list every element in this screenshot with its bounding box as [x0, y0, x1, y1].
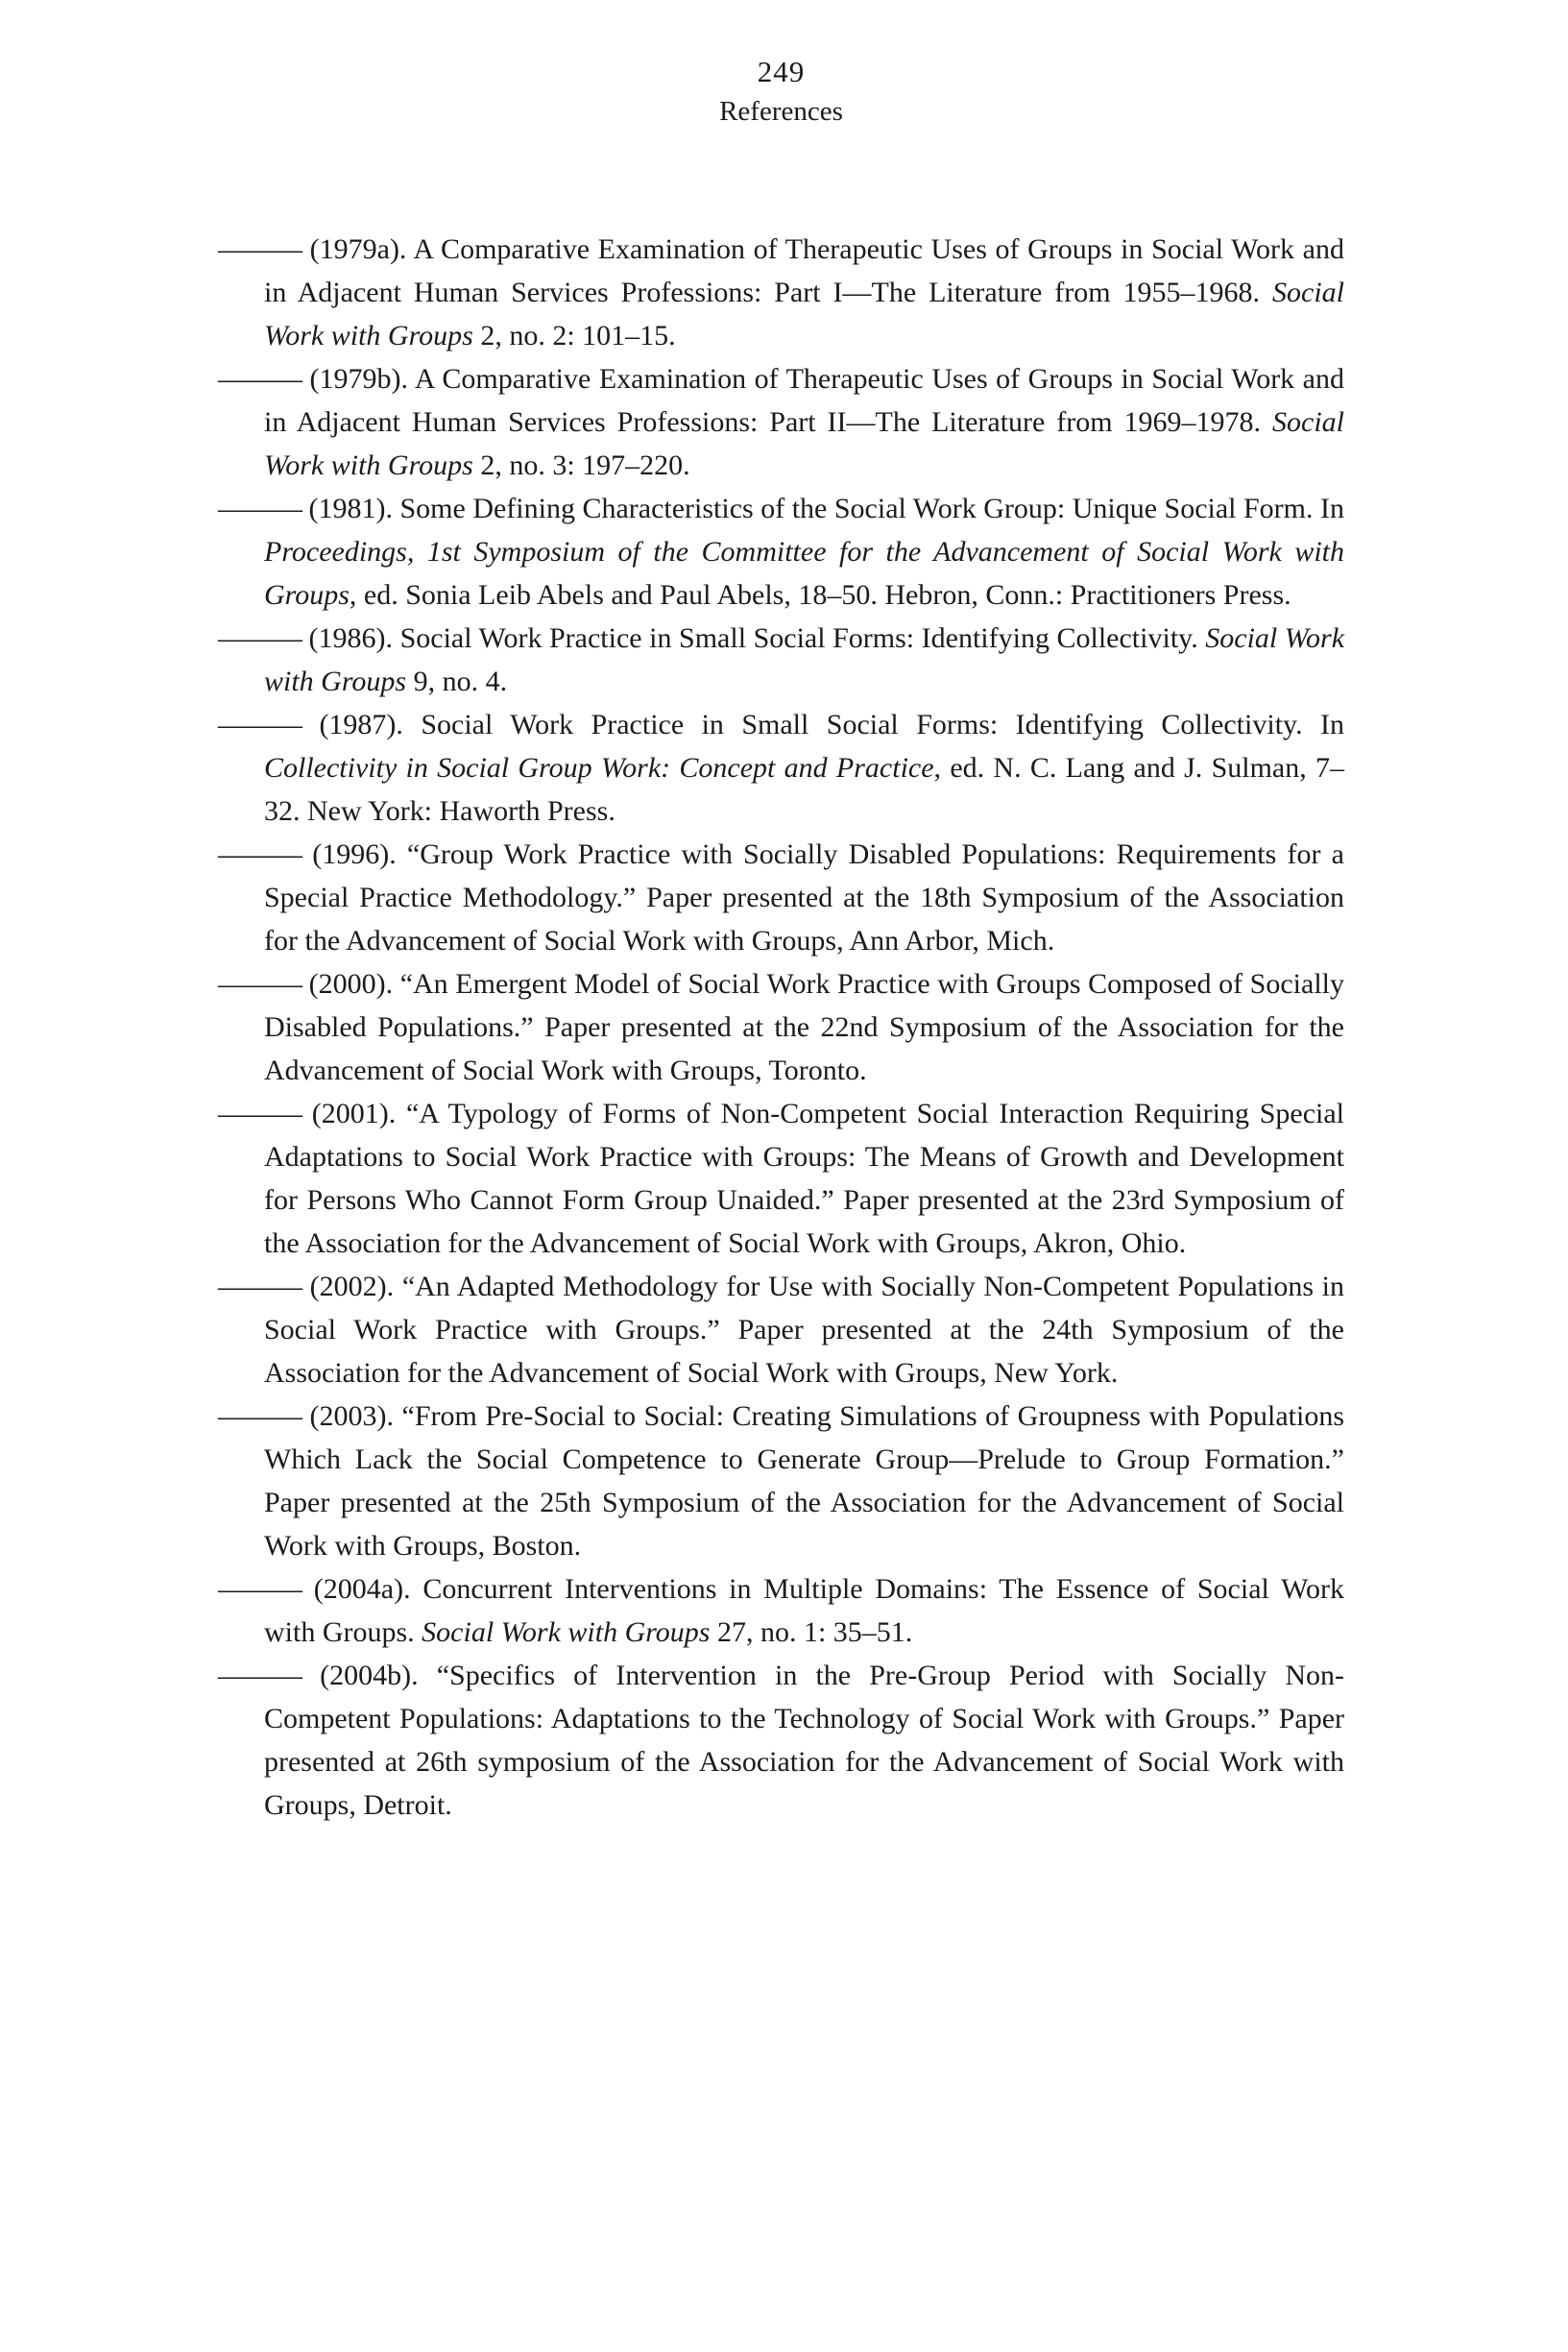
- reference-text-segment: Social Work with Groups: [264, 406, 1344, 481]
- reference-text-segment: (1981). Some Defining Characteristics of the Social Work Group: Unique Social Form. In: [308, 493, 1344, 524]
- reference-entry: [218, 357, 1344, 487]
- repeated-author-dash: ———: [218, 1660, 302, 1691]
- repeated-author-dash: ———: [218, 622, 302, 654]
- repeated-author-dash: ———: [218, 1573, 302, 1605]
- reference-entry: [218, 1567, 1344, 1654]
- reference-entry: [218, 962, 1344, 1092]
- reference-text-segment: Collectivity in Social Group Work: Concept and Practice: [264, 752, 934, 784]
- reference-entry: [218, 617, 1344, 703]
- repeated-author-dash: ———: [218, 363, 302, 395]
- repeated-author-dash: ———: [218, 1098, 302, 1129]
- reference-entry: [218, 1265, 1344, 1394]
- reference-text-segment: (1986). Social Work Practice in Small Social Forms: Identifying Collectivity.: [308, 622, 1206, 654]
- reference-text-segment: Social Work with Groups: [264, 622, 1345, 697]
- reference-entry: [218, 487, 1344, 617]
- reference-text-segment: , ed. N. C. Lang and J. Sulman, 7–32. New York: Haworth Press.: [264, 752, 1345, 827]
- reference-text-segment: (1979b). A Comparative Examination of Therapeutic Uses of Groups in Social Work and in Adjacent Human Services Professions: Part II—The Literature from 1969–1978.: [264, 363, 1344, 438]
- repeated-author-dash: ———: [218, 1400, 302, 1432]
- reference-text-segment: 2, no. 2: 101–15.: [472, 320, 676, 352]
- reference-text-segment: 27, no. 1: 35–51.: [710, 1616, 913, 1648]
- repeated-author-dash: ———: [218, 968, 302, 1000]
- reference-text-segment: (1996). “Group Work Practice with Socially Disabled Populations: Requirements for a Special Practice Methodology.” Paper presented at the 18th Symposium of the Association for the Advancement of Social Work with Groups, Ann Arbor, Mich.: [264, 838, 1345, 957]
- reference-entry: [218, 1092, 1344, 1265]
- reference-entry: [218, 703, 1344, 833]
- running-head: References: [719, 96, 843, 127]
- repeated-author-dash: ———: [218, 493, 302, 524]
- references-list: [218, 228, 1344, 1827]
- repeated-author-dash: ———: [218, 1271, 302, 1302]
- reference-text-segment: (1979a). A Comparative Examination of Therapeutic Uses of Groups in Social Work and in Adjacent Human Services Professions: Part I—The Literature from 1955–1968.: [264, 233, 1344, 308]
- reference-text-segment: Social Work with Groups: [264, 277, 1344, 352]
- reference-entry: [218, 228, 1344, 357]
- repeated-author-dash: ———: [218, 838, 302, 870]
- reference-text-segment: (2003). “From Pre-Social to Social: Creating Simulations of Groupness with Populations Which Lack the Social Competence to Generate Group—Prelude to Group Formation.” Paper presented at the 25th Symposium of the Association for the Advancement of Social Work with Groups, Boston.: [264, 1400, 1345, 1562]
- repeated-author-dash: ———: [218, 233, 302, 265]
- reference-text-segment: (2001). “A Typology of Forms of Non-Competent Social Interaction Requiring Special Adaptations to Social Work Practice with Groups: The Means of Growth and Development for Persons Who Cannot Form Group Unaided.” Paper presented at the 23rd Symposium of the Association for the Advancement of Social Work with Groups, Akron, Ohio.: [264, 1098, 1345, 1259]
- reference-text-segment: , ed. Sonia Leib Abels and Paul Abels, 18–50. Hebron, Conn.: Practitioners Press.: [349, 579, 1291, 611]
- reference-entry: [218, 1654, 1344, 1827]
- reference-text-segment: Social Work with Groups: [422, 1616, 711, 1648]
- reference-entry: [218, 1394, 1344, 1567]
- page-header: [218, 53, 1344, 132]
- reference-text-segment: Proceedings, 1st Symposium of the Committee for the Advancement of Social Work with Groups: [264, 536, 1344, 611]
- reference-text-segment: (2000). “An Emergent Model of Social Work Practice with Groups Composed of Socially Disabled Populations.” Paper presented at the 22nd Symposium of the Association for the Advancement of Social Work with Groups, Toronto.: [264, 968, 1344, 1086]
- reference-entry: [218, 833, 1344, 962]
- page-number: 249: [757, 55, 806, 88]
- reference-text-segment: 9, no. 4.: [406, 666, 508, 697]
- reference-text-segment: (1987). Social Work Practice in Small Social Forms: Identifying Collectivity. In: [319, 709, 1344, 740]
- repeated-author-dash: ———: [218, 709, 302, 740]
- reference-text-segment: 2, no. 3: 197–220.: [472, 449, 690, 481]
- reference-text-segment: (2002). “An Adapted Methodology for Use with Socially Non-Competent Populations in Social Work Practice with Groups.” Paper presented at the 24th Symposium of the Association for the Advancement of Social Work with Groups, New York.: [264, 1271, 1345, 1389]
- reference-text-segment: (2004a). Concurrent Interventions in Multiple Domains: The Essence of Social Work with Groups.: [264, 1573, 1344, 1648]
- reference-text-segment: (2004b). “Specifics of Intervention in the Pre-Group Period with Socially Non-Competent Populations: Adaptations to the Technology of Social Work with Groups.” Paper presented at 26th symposium of the Association for the Advancement of Social Work with Groups, Detroit.: [264, 1660, 1344, 1821]
